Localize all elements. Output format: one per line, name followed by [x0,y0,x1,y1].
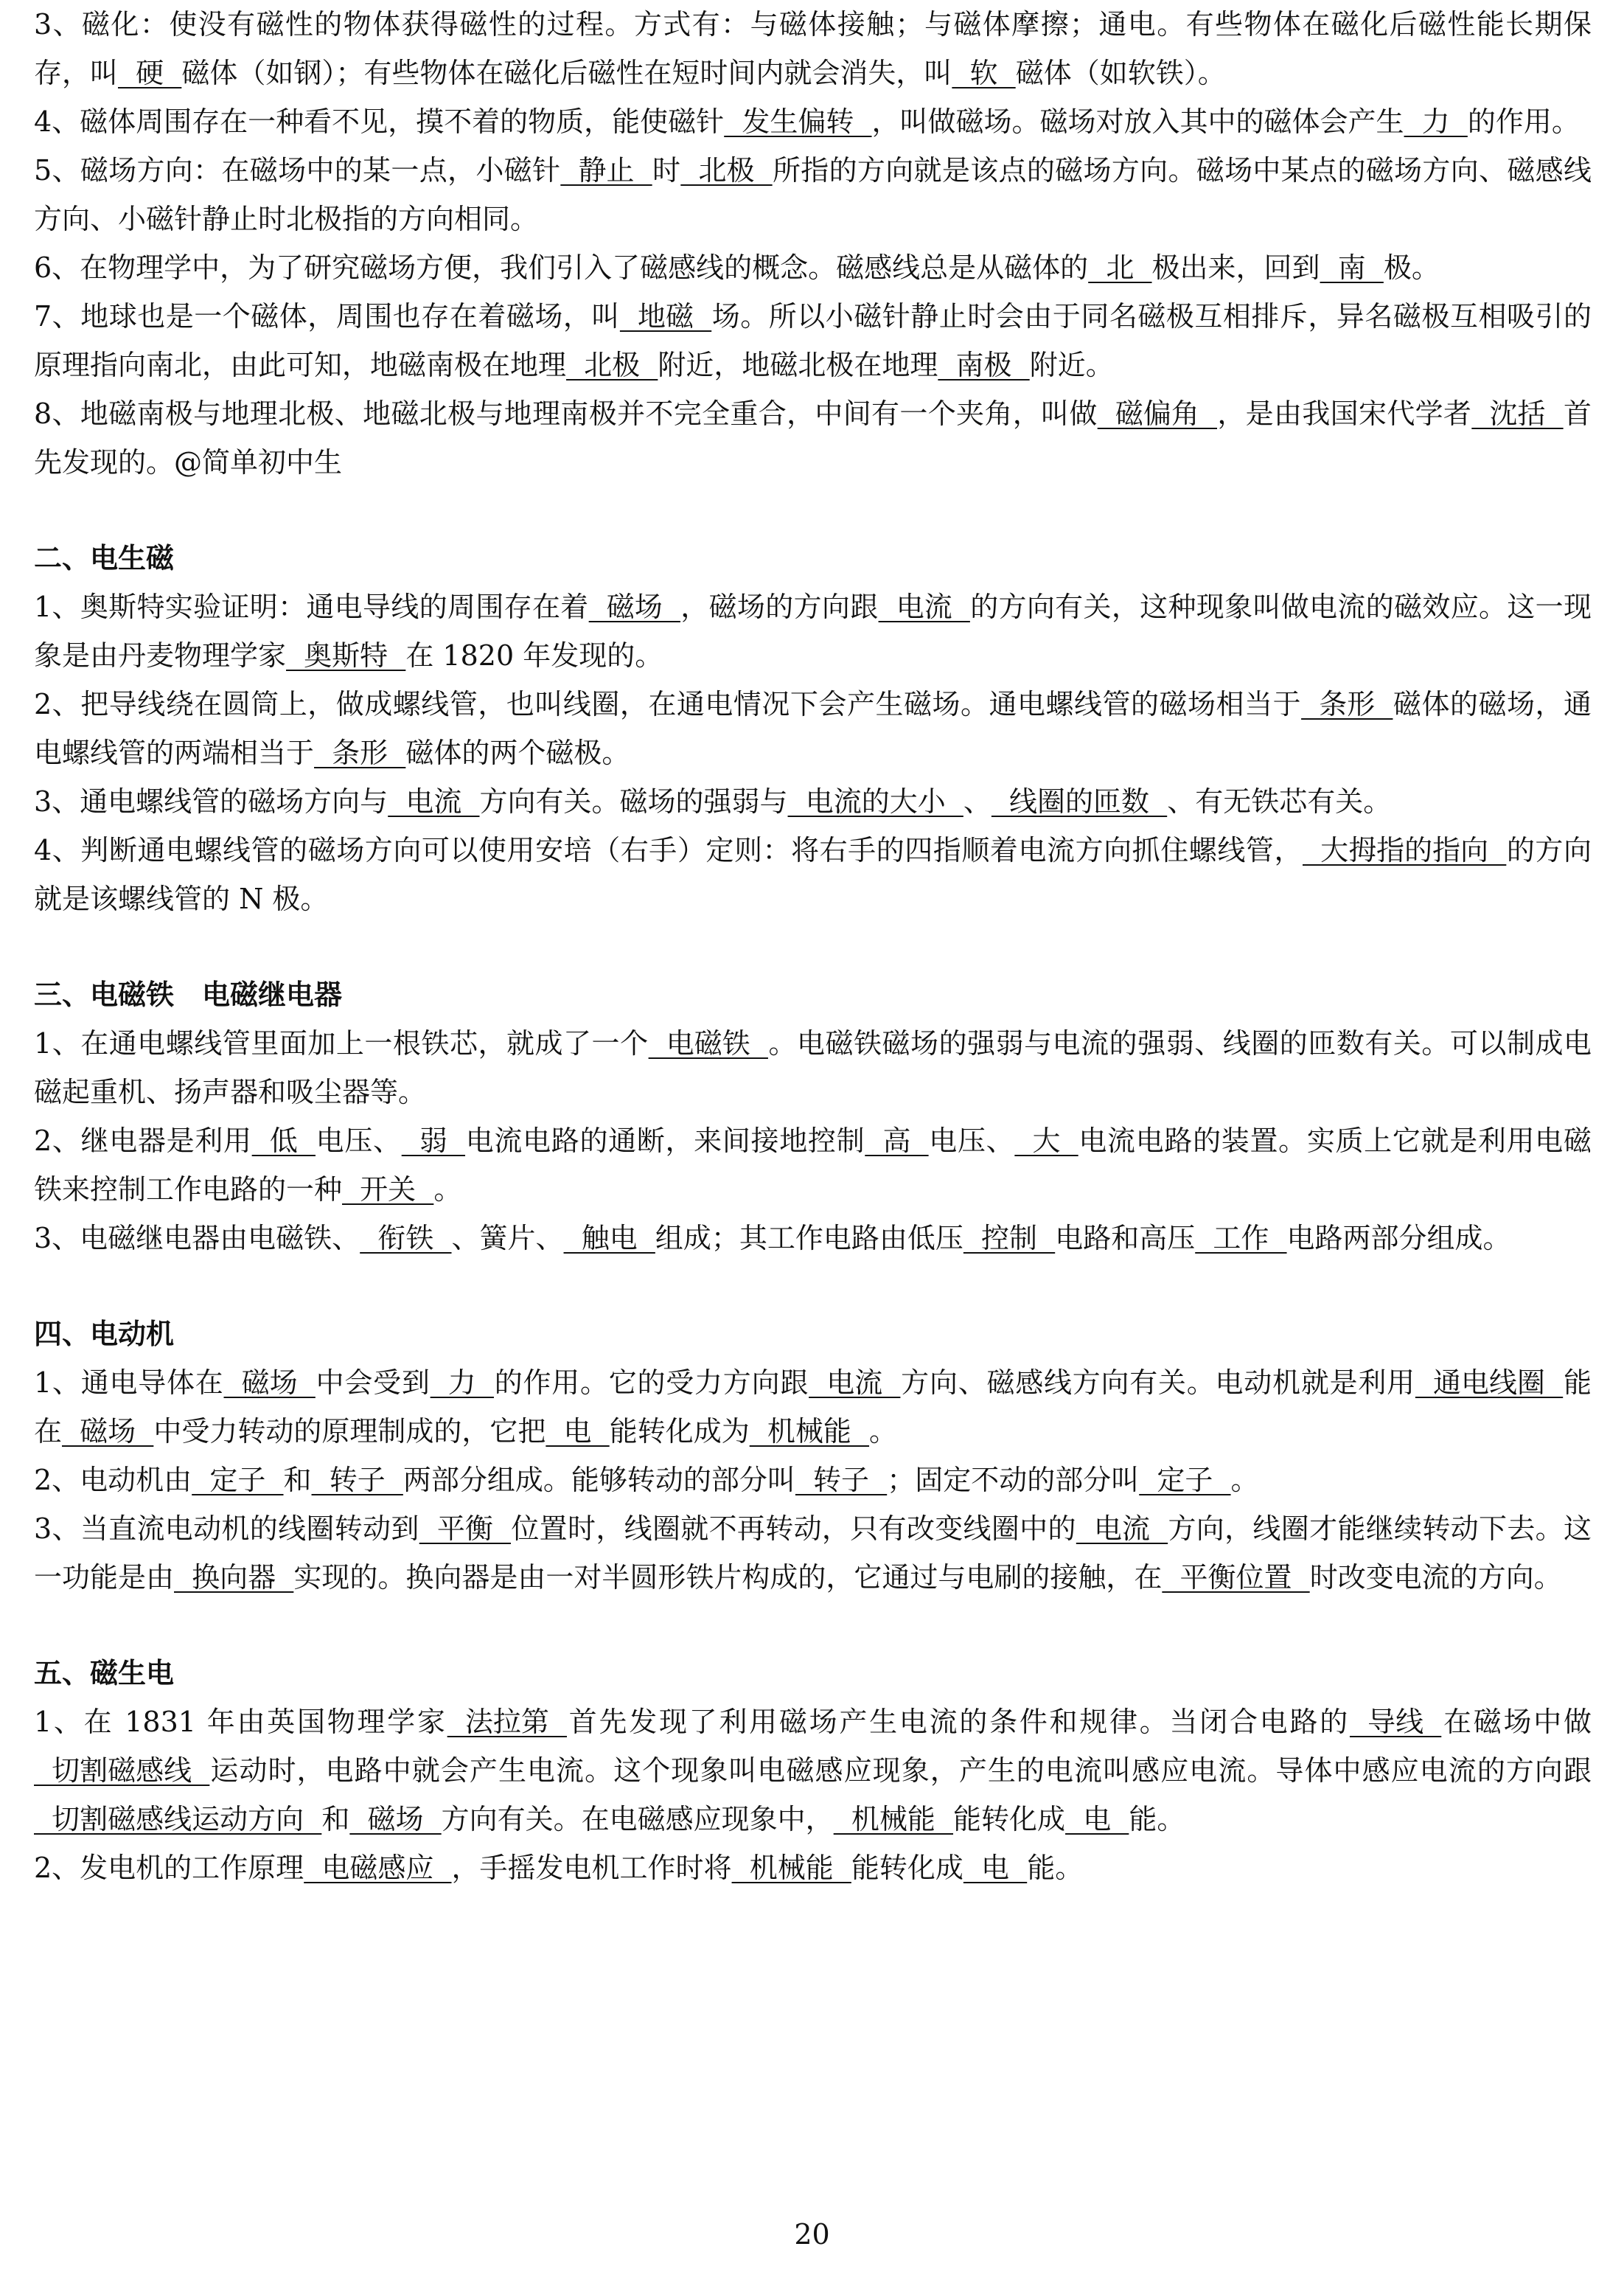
question-text: 能转化成 [953,1803,1066,1835]
answer-blank: 奥斯特 [286,639,406,672]
question-text: 附近。 [1029,349,1114,381]
question-text: 方向、磁感线方向有关。电动机就是利用 [900,1366,1415,1399]
question-text: 和 [321,1803,350,1835]
section-heading: 三、电磁铁 电磁继电器 [34,978,343,1011]
answer-blank: 条形 [1301,688,1393,720]
answer-blank: 转子 [311,1464,403,1496]
question-text: 磁体的两个磁极。 [405,737,630,769]
answer-blank: 静止 [560,154,652,187]
question-text: 两部分组成。能够转动的部分叫 [402,1464,795,1496]
question-text: 3、当直流电动机的线圈转动到 [34,1512,419,1545]
question-item [34,243,1592,292]
answer-blank: 电磁感应 [304,1852,452,1884]
question-text: 、有无铁芯有关。 [1167,785,1392,818]
document-body [34,0,1592,1892]
question-text: 3、电磁继电器由电磁铁、 [34,1222,360,1254]
answer-blank: 线圈的匝数 [991,785,1168,818]
answer-blank: 条形 [314,737,406,769]
question-text: 时 [652,154,681,187]
question-text: 2、把导线绕在圆筒上，做成螺线管，也叫线圈，在通电情况下会产生磁场。通电螺线管的磁场相当于 [34,688,1302,720]
section-heading: 四、电动机 [34,1317,175,1350]
answer-blank: 软 [952,57,1016,89]
question-text: 位置时，线圈就不再转动，只有改变线圈中的 [511,1512,1076,1545]
question-text: 。 [869,1415,898,1448]
question-text: 5、磁场方向：在磁场中的某一点，小磁针 [34,154,561,187]
question-item [34,1358,1592,1456]
question-text: 极。 [1383,251,1440,284]
answer-blank: 低 [251,1125,316,1157]
answer-blank: 地磁 [619,300,712,333]
question-text: 在磁场中做 [1441,1706,1592,1738]
answer-blank: 平衡 [419,1512,512,1545]
question-text: 电压、 [315,1125,402,1157]
answer-blank: 电 [963,1852,1028,1884]
question-text: 4、磁体周围存在一种看不见，摸不着的物质，能使磁针 [34,105,725,138]
section-4 [34,1310,1592,1602]
answer-blank: 磁场 [349,1803,442,1835]
question-text: 2、继电器是利用 [34,1125,252,1157]
question-text: 场。所以小磁针静止时会由于同名磁极互相排斥，异名磁极互相吸引的原理指向南北，由此可知，地磁南极在地理 [34,300,1592,381]
question-text: 运动时，电路中就会产生电流。这个现象叫电磁感应现象，产生的电流叫感应电流。导体中感应电流的方向跟 [209,1754,1592,1787]
question-text: 的方向就是该螺线管的 N 极。 [34,834,1592,915]
question-text: 方向有关。在电磁感应现象中， [441,1803,834,1835]
question-text: 电流电路的装置。实质上它就是利用电磁铁来控制工作电路的一种 [34,1125,1592,1206]
answer-blank: 衔铁 [360,1222,452,1254]
answer-blank: 机械能 [731,1852,851,1884]
question-item [34,1019,1592,1116]
answer-blank: 法拉第 [447,1706,567,1738]
question-text: 电流电路的通断，来间接地控制 [465,1125,865,1157]
question-text: 的作用。 [1467,105,1580,138]
question-text: 的作用。它的受力方向跟 [493,1366,809,1399]
answer-blank: 南 [1320,251,1384,284]
section-1 [34,0,1592,487]
question-item [34,146,1592,243]
section-2 [34,534,1592,923]
question-text: ；固定不动的部分叫 [887,1464,1140,1496]
answer-blank: 通电线圈 [1415,1366,1564,1399]
answer-blank: 开关 [342,1173,434,1206]
section-heading: 五、磁生电 [34,1656,175,1689]
question-text: ，叫做磁场。磁场对放入其中的磁体会产生 [871,105,1404,138]
question-item [34,1116,1592,1214]
answer-blank: 沈括 [1471,397,1564,430]
answer-blank: 电流 [1076,1512,1168,1545]
question-item [34,1456,1592,1504]
answer-blank: 北 [1088,251,1152,284]
answer-blank: 电流 [388,785,480,818]
question-text: 。电磁铁磁场的强弱与电流的强弱、线圈的匝数有关。可以制成电磁起重机、扬声器和吸尘器等。 [34,1027,1592,1108]
question-text: 1、通电导体在 [34,1366,224,1399]
answer-blank: 工作 [1195,1222,1287,1254]
question-text: 能转化成为 [609,1415,750,1448]
question-text: 3、磁化：使没有磁性的物体获得磁性的过程。方式有：与磁体接触；与磁体摩擦；通电。有些物体在磁化后磁性能长期保存，叫 [34,8,1592,89]
question-text: 和 [283,1464,312,1496]
question-text: 电压、 [928,1125,1015,1157]
question-item [34,0,1592,97]
answer-blank: 弱 [401,1125,466,1157]
question-text: 。 [1230,1464,1259,1496]
question-text: 磁体（如钢）；有些物体在磁化后磁性在短时间内就会消失，叫 [181,57,952,89]
answer-blank: 电 [546,1415,610,1448]
answer-blank: 电流 [878,591,970,623]
answer-blank: 定子 [1139,1464,1231,1496]
question-text: 6、在物理学中，为了研究磁场方便，我们引入了磁感线的概念。磁感线总是从磁体的 [34,251,1089,284]
question-text: 中会受到 [315,1366,431,1399]
answer-blank: 平衡位置 [1162,1561,1310,1594]
answer-blank: 发生偏转 [724,105,872,138]
question-item [34,1698,1592,1844]
answer-blank: 力 [430,1366,494,1399]
question-text: ，手摇发电机工作时将 [451,1852,732,1884]
question-text: 磁体（如软铁）。 [1015,57,1226,89]
question-text: 1、在 1831 年由英国物理学家 [34,1706,447,1738]
answer-blank: 机械能 [749,1415,870,1448]
answer-blank: 磁偏角 [1097,397,1218,430]
answer-blank: 机械能 [833,1803,954,1835]
question-item [34,97,1592,146]
question-text: 极出来，回到 [1151,251,1320,284]
answer-blank: 转子 [795,1464,888,1496]
question-text: 1、奥斯特实验证明：通电导线的周围存在着 [34,591,589,623]
answer-blank: 磁场 [588,591,680,623]
question-text: 2、电动机由 [34,1464,192,1496]
answer-blank: 磁场 [223,1366,316,1399]
question-text: 时改变电流的方向。 [1309,1561,1562,1594]
question-item [34,1844,1592,1892]
question-text: 所指的方向就是该点的磁场方向。磁场中某点的磁场方向、磁感线方向、小磁针静止时北极指的方向相同。 [34,154,1592,235]
question-item [34,292,1592,389]
question-text: 能在 [34,1366,1592,1448]
question-text: 8、地磁南极与地理北极、地磁北极与地理南极并不完全重合，中间有一个夹角，叫做 [34,397,1098,430]
answer-blank: 北极 [566,349,658,381]
question-text: ，是由我国宋代学者 [1217,397,1472,430]
question-text: 附近，地磁北极在地理 [658,349,938,381]
answer-blank: 大 [1014,1125,1078,1157]
section-3 [34,970,1592,1262]
question-text: 的方向有关，这种现象叫做电流的磁效应。这一现象是由丹麦物理学家 [34,591,1592,672]
answer-blank: 控制 [963,1222,1056,1254]
answer-blank: 电流 [809,1366,901,1399]
answer-blank: 定子 [192,1464,284,1496]
question-text: 方向，线圈才能继续转动下去。这一功能是由 [34,1512,1592,1594]
answer-blank: 高 [865,1125,929,1157]
question-text: 2、发电机的工作原理 [34,1852,304,1884]
question-text: 方向有关。磁场的强弱与 [479,785,788,818]
question-text: 磁体的磁场，通电螺线管的两端相当于 [34,688,1592,769]
question-text: 能转化成 [851,1852,963,1884]
question-item [34,1504,1592,1602]
question-text: 能。 [1129,1803,1185,1835]
question-text: 电路和高压 [1055,1222,1196,1254]
question-text: 7、地球也是一个磁体，周围也存在着磁场，叫 [34,300,620,333]
answer-blank: 北极 [680,154,773,187]
answer-blank: 导线 [1349,1706,1442,1738]
answer-blank: 磁场 [62,1415,154,1448]
answer-blank: 触电 [563,1222,655,1254]
question-text: ，磁场的方向跟 [680,591,879,623]
section-heading: 二、电生磁 [34,541,175,574]
question-text: 中受力转动的原理制成的，它把 [153,1415,546,1448]
question-item [34,389,1592,487]
question-text: 4、判断通电螺线管的磁场方向可以使用安培（右手）定则：将右手的四指顺着电流方向抓住螺线管， [34,834,1303,866]
answer-blank: 电流的大小 [787,785,963,818]
question-item [34,680,1592,777]
section-5 [34,1649,1592,1892]
answer-blank: 电磁铁 [648,1027,768,1060]
answer-blank: 切割磁感线运动方向 [34,1803,322,1835]
answer-blank: 硬 [118,57,182,89]
answer-blank: 换向器 [174,1561,294,1594]
question-text: 在 1820 年发现的。 [405,639,663,672]
question-text: 首先发现了利用磁场产生电流的条件和规律。当闭合电路的 [566,1706,1350,1738]
question-item [34,826,1592,923]
answer-blank: 切割磁感线 [34,1754,210,1787]
answer-blank: 南极 [938,349,1030,381]
answer-blank: 力 [1404,105,1468,138]
question-item [34,777,1592,826]
answer-blank: 大拇指的指向 [1303,834,1507,866]
answer-blank: 电 [1065,1803,1129,1835]
question-text: 、 [963,785,992,818]
question-text: 。 [433,1173,462,1206]
question-text: 电路两部分组成。 [1286,1222,1511,1254]
question-text: 能。 [1027,1852,1084,1884]
question-text: 3、通电螺线管的磁场方向与 [34,785,388,818]
question-item [34,583,1592,680]
question-text: 、簧片、 [451,1222,564,1254]
question-text: 组成；其工作电路由低压 [655,1222,963,1254]
question-text: 首先发现的。@简单初中生 [34,397,1592,479]
question-text: 1、在通电螺线管里面加上一根铁芯，就成了一个 [34,1027,649,1060]
question-item [34,1214,1592,1262]
question-text: 实现的。换向器是由一对半圆形铁片构成的，它通过与电刷的接触，在 [293,1561,1163,1594]
page-number: 20 [794,2218,830,2251]
